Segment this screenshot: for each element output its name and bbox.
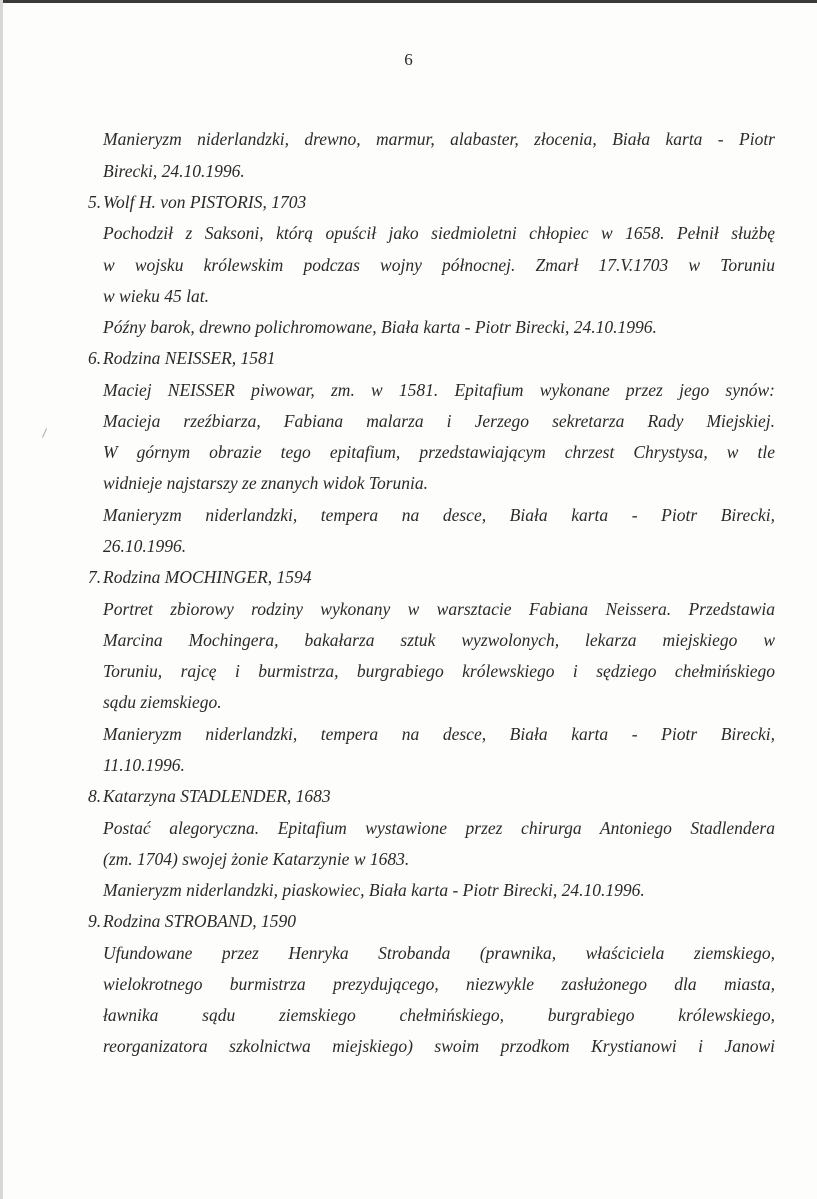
text-line: Manieryzm niderlandzki, drewno, marmur, alabaster, złocenia, Biała karta - Piotr — [103, 129, 775, 149]
text-line: Macieja rzeźbiarza, Fabiana malarza i Jerzego sekretarza Rady Miejskiej. — [103, 411, 775, 431]
item-heading: Rodzina STROBAND, 1590 — [103, 911, 296, 931]
item-heading: Wolf H. von PISTORIS, 1703 — [103, 192, 307, 212]
item-heading: Rodzina NEISSER, 1581 — [103, 348, 276, 368]
text-line: Pochodził z Saksoni, którą opuścił jako siedmioletni chłopiec w 1658. Pełnił służbę — [103, 223, 775, 243]
text-line: Manieryzm niderlandzki, tempera na desce, Biała karta - Piotr Birecki, — [103, 724, 775, 744]
item-heading: Rodzina MOCHINGER, 1594 — [103, 567, 312, 587]
item-number: 8. — [88, 786, 102, 806]
text-line: Maciej NEISSER piwowar, zm. w 1581. Epitafium wykonane przez jego synów: — [103, 380, 775, 400]
item-number: 6. — [88, 348, 102, 368]
text-line: widnieje najstarszy ze znanych widok Torunia. — [103, 473, 429, 493]
text-line: w wieku 45 lat. — [103, 286, 209, 306]
item-number: 7. — [88, 567, 102, 587]
text-line: Manieryzm niderlandzki, tempera na desce, Biała karta - Piotr Birecki, — [103, 505, 775, 525]
stray-pen-mark — [42, 428, 47, 437]
text-line: (zm. 1704) swojej żonie Katarzynie w 1683. — [103, 849, 410, 869]
text-line: ławnika sądu ziemskiego chełmińskiego, burgrabiego królewskiego, — [103, 1005, 775, 1025]
text-line: Marcina Mochingera, bakałarza sztuk wyzwolonych, lekarza miejskiego w — [103, 630, 775, 650]
text-line: Późny barok, drewno polichromowane, Biała karta - Piotr Birecki, 24.10.1996. — [103, 317, 657, 337]
text-line: 11.10.1996. — [103, 755, 185, 775]
text-line: Birecki, 24.10.1996. — [103, 161, 245, 181]
text-line: sądu ziemskiego. — [103, 692, 222, 712]
item-number: 5. — [88, 192, 102, 212]
text-line: 26.10.1996. — [103, 536, 187, 556]
text-line: Ufundowane przez Henryka Strobanda (prawnika, właściciela ziemskiego, — [103, 943, 775, 963]
text-line: Manieryzm niderlandzki, piaskowiec, Biała karta - Piotr Birecki, 24.10.1996. — [103, 880, 645, 900]
item-heading: Katarzyna STADLENDER, 1683 — [103, 786, 331, 806]
scan-left-edge — [0, 0, 3, 1199]
text-line: Portret zbiorowy rodziny wykonany w warsztacie Fabiana Neissera. Przedstawia — [103, 599, 775, 619]
page-number: 6 — [404, 50, 413, 69]
scan-top-border — [0, 0, 817, 3]
text-line: w wojsku królewskim podczas wojny północnej. Zmarł 17.V.1703 w Toruniu — [103, 255, 775, 275]
text-line: wielokrotnego burmistrza prezydującego, niezwykle zasłużonego dla miasta, — [103, 974, 775, 994]
text-line: Postać alegoryczna. Epitafium wystawione przez chirurga Antoniego Stadlendera — [103, 818, 775, 838]
text-line: Toruniu, rajcę i burmistrza, burgrabiego królewskiego i sędziego chełmińskiego — [103, 661, 775, 681]
item-number: 9. — [88, 911, 102, 931]
text-line: W górnym obrazie tego epitafium, przedstawiającym chrzest Chrystysa, w tle — [103, 442, 775, 462]
text-line: reorganizatora szkolnictwa miejskiego) swoim przodkom Krystianowi i Janowi — [103, 1036, 775, 1056]
